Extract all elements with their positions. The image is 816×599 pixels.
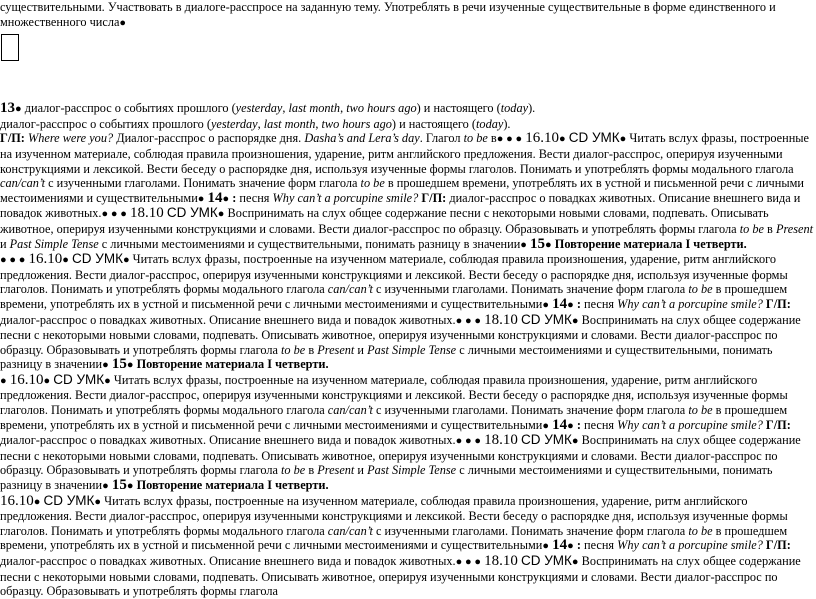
- lesson-13-paragraph: 13● диалог-расспрос о событиях прошлого (yesterday, last month, two hours ago) и настоящего (today). диалог-расспрос о событиях прошлого (yesterday, last month, two hours ago) и настоящего (today). Г/П: Where were you? Диалог-расспрос о распорядке дня. Dasha’s and Lera’s day. Глагол to be в● ● ● 16.10● CD УМК● Читать вслух фразы, построенные на изученном материале, соблюдая правила произношения, ударение, ритм английского предложения. Вести диалог-расспрос, оперируя изученными конструкциями и лексикой. Вести беседу о распорядке дня, используя изученные формы глаголов. Понимать и употреблять формы модального глагола can/can’t с изученными глаголами. Понимать значение форм глагола to be в прошедшем времени, употреблять их в устной и письменной речи с личными местоимениями и существительными● 14● : песня Why can’t a porcupine smile? Г/П: диалог-расспрос о повадках животных. Описание внешнего вида и повадок животных.● ● ● 18.10 CD УМК● Воспринимать на слух общее содержание песни с некоторыми новыми словами, подпевать. Описывать животное, оперируя изученными конструкциями и словами. Вести диалог-расспрос по образцу. Образовывать и употреблять формы глагола to be в Present и Past Simple Tense с личными местоимениями и существительными, понимать разницу в значении● 15● Повторение материала I четверти.: [0, 100, 814, 252]
- empty-box: [1, 34, 19, 61]
- intro-paragraph: [0, 0, 814, 30]
- bullet-icon: ●: [15, 103, 22, 116]
- bullet-icon: ●: [119, 16, 127, 29]
- intro-text: существительными. Участвовать в диалоге-расспросе на заданную тему. Употреблять в речи изученные существительные в форме единственного и множественного числа: [0, 0, 776, 29]
- spacer: [0, 61, 814, 101]
- repeat-paragraph-2: ● 16.10● CD УМК● Читать вслух фразы, построенные на изученном материале, соблюдая правила произношения, ударение, ритм английского предложения. Вести диалог-расспрос, оперируя изученными конструкциями и лексикой. Вести беседу о распорядке дня, используя изученные формы глаголов. Понимать и употреблять формы модального глагола can/can’t с изученными глаголами. Понимать значение форм глагола to be в прошедшем времени, употреблять их в устной и письменной речи с личными местоимениями и существительными● 14● : песня Why can’t a porcupine smile? Г/П: диалог-расспрос о повадках животных. Описание внешнего вида и повадок животных.● ● ● 18.10 CD УМК● Воспринимать на слух общее содержание песни с некоторыми новыми словами, подпевать. Описывать животное, оперируя изученными конструкциями и словами. Вести диалог-расспрос по образцу. Образовывать и употреблять формы глагола to be в Present и Past Simple Tense с личными местоимениями и существительными, понимать разницу в значении● 15● Повторение материала I четверти.: [0, 371, 801, 494]
- repeat-paragraph-1: ● ● ● 16.10● CD УМК● Читать вслух фразы, построенные на изученном материале, соблюдая правила произношения, ударение, ритм английского предложения. Вести диалог-расспрос, оперируя изученными конструкциями и лексикой. Вести беседу о распорядке дня, используя изученные формы глаголов. Понимать и употреблять формы модального глагола can/can’t с изученными глаголами. Понимать значение форм глагола to be в прошедшем времени, употреблять их в устной и письменной речи с личными местоимениями и существительными● 14● : песня Why can’t a porcupine smile? Г/П: диалог-расспрос о повадках животных. Описание внешнего вида и повадок животных.● ● ● 18.10 CD УМК● Воспринимать на слух общее содержание песни с некоторыми новыми словами, подпевать. Описывать животное, оперируя изученными конструкциями и словами. Вести диалог-расспрос по образцу. Образовывать и употреблять формы глагола to be в Present и Past Simple Tense с личными местоимениями и существительными, понимать разницу в значении● 15● Повторение материала I четверти.: [0, 251, 801, 373]
- repeat-paragraph-3: 16.10● CD УМК● Читать вслух фразы, построенные на изученном материале, соблюдая правила произношения, ударение, ритм английского предложения. Вести диалог-расспрос, оперируя изученными конструкциями и лексикой. Вести беседу о распорядке дня, используя изученные формы глаголов. Понимать и употреблять формы модального глагола can/can’t с изученными глаголами. Понимать значение форм глагола to be в прошедшем времени, употреблять их в устной и письменной речи с личными местоимениями и существительными● 14● : песня Why can’t a porcupine smile? Г/П: диалог-расспрос о повадках животных. Описание внешнего вида и повадок животных.● ● ● 18.10 CD УМК● Воспринимать на слух общее содержание песни с некоторыми новыми словами, подпевать. Описывать животное, оперируя изученными конструкциями и словами. Вести диалог-расспрос по образцу. Образовывать и употреблять формы глагола: [0, 492, 801, 599]
- lesson-number: 13: [0, 100, 15, 117]
